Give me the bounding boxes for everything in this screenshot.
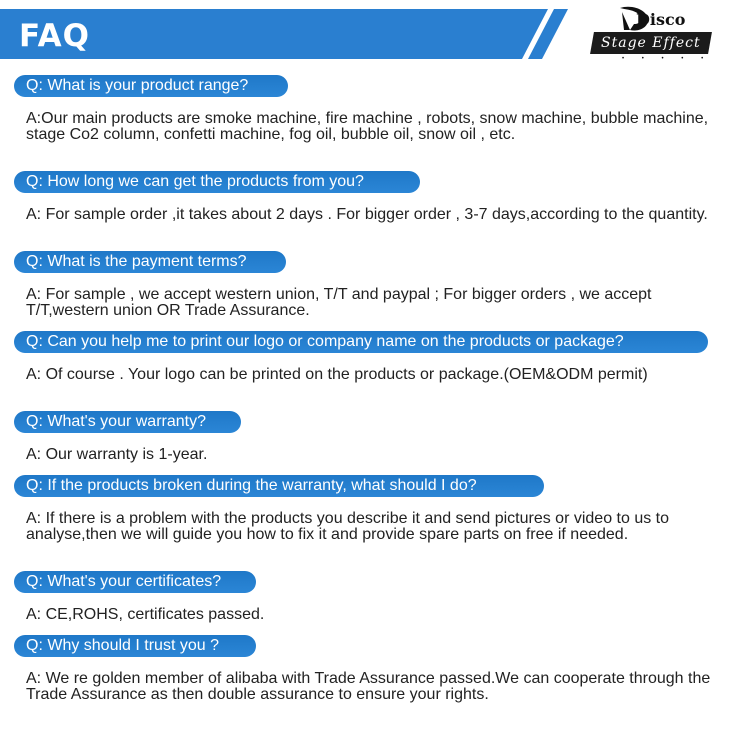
logo-subtitle-badge [590,32,712,54]
faq-answer-5: A: Our warranty is 1-year. [26,446,208,463]
faq-question-3: Q: What is the payment terms? [14,251,286,273]
faq-answer-8: A: We re golden member of alibaba with Trade Assurance passed.We can cooperate through the Trade Assurance as then double assurance to ensure your rights. [26,670,711,703]
disco-logo [592,4,718,64]
faq-question-8: Q: Why should I trust you ? [14,635,256,657]
faq-banner [0,9,568,59]
faq-answer-7: A: CE,ROHS, certificates passed. [26,606,265,623]
faq-answer-2: A: For sample order ,it takes about 2 days . For bigger order , 3-7 days,according to the quantity. [26,206,708,223]
faq-question-2: Q: How long we can get the products from you? [14,171,420,193]
faq-answer-3: A: For sample , we accept western union, T/T and paypal ; For bigger orders , we accept T/T,western union OR Trade Assurance. [26,286,652,319]
faq-question-5: Q: What's your warranty? [14,411,241,433]
faq-answer-4: A: Of course . Your logo can be printed on the products or package.(OEM&ODM permit) [26,366,648,383]
faq-answer-6: A: If there is a problem with the products you describe it and send pictures or video to us to analyse,then we will guide you how to fix it and provide spare parts on free if needed. [26,510,670,543]
logo-dots-decoration: • • • • • [622,56,712,62]
faq-answer-1: A:Our main products are smoke machine, fire machine , robots, snow machine, bubble machine, stage Co2 column, confetti machine, fog oil, bubble oil, snow oil , etc. [26,110,709,143]
faq-question-7: Q: What's your certificates? [14,571,256,593]
page-title: FAQ [19,18,90,54]
faq-question-6: Q: If the products broken during the warranty, what should I do? [14,475,544,497]
faq-question-4: Q: Can you help me to print our logo or company name on the products or package? [14,331,708,353]
logo-brand-text: Disco [636,10,686,29]
logo-subtitle-text: Stage Effect [601,35,701,51]
faq-question-1: Q: What is your product range? [14,75,288,97]
